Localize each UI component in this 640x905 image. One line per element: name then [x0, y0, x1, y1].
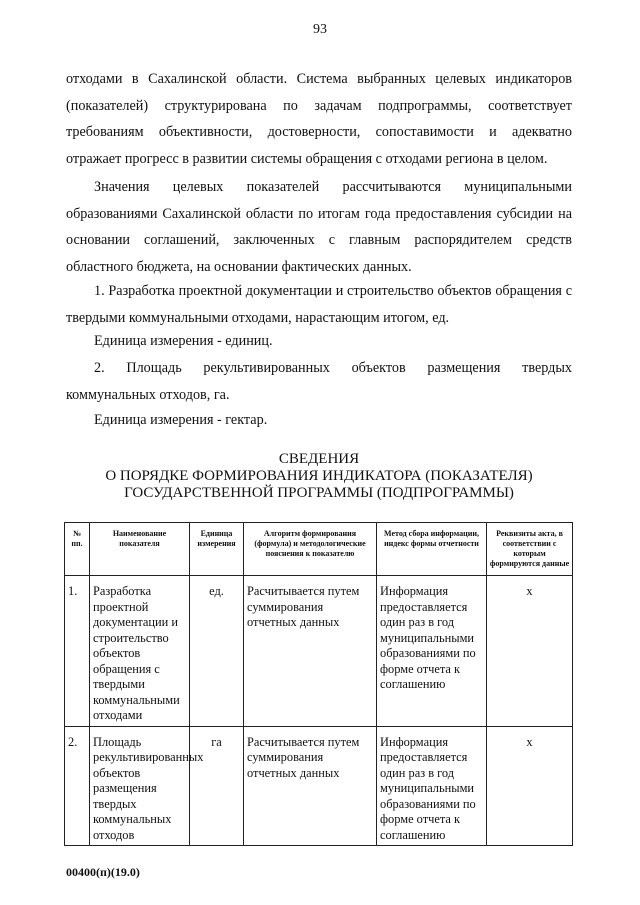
cell-method: Информация предоставляется один раз в год муниципальными образованиями по форме отчета к соглашению [377, 726, 487, 846]
paragraph-indicator-2 [66, 355, 572, 408]
paragraph-indicator-1 [66, 278, 572, 331]
table-header-row [65, 523, 573, 576]
table-row [65, 726, 573, 846]
paragraph-text: отходами в Сахалинской области. Система выбранных целевых индикаторов (показателей) структурирована по задачам подпрограммы, соответствует требованиям объективности, достоверности, сопоставимости и адекватно отражает прогресс в развитии системы обращения с отходами региона в целом. [66, 71, 572, 167]
indicator-info-table [64, 522, 573, 846]
cell-algorithm: Расчитывается путем суммирования отчетных данных [244, 576, 377, 727]
section-title [66, 451, 572, 502]
cell-algorithm: Расчитывается путем суммирования отчетных данных [244, 726, 377, 846]
paragraph-text: Значения целевых показателей рассчитываются муниципальными образованиями Сахалинской области по итогам года предоставления субсидии на основании соглашений, заключенных с главным распорядителем средств областного бюджета, на основании фактических данных. [66, 179, 572, 275]
column-header-number: № пп. [65, 523, 90, 576]
paragraph-text: Единица измерения - гектар. [94, 412, 268, 428]
table-row [65, 576, 573, 727]
cell-name: Площадь рекультивированных объектов размещения твердых коммунальных отходов [90, 726, 190, 846]
column-header-method: Метод сбора информации, индекс формы отчетности [377, 523, 487, 576]
paragraph-indicators-system [66, 66, 572, 172]
cell-act: x [487, 576, 573, 727]
column-header-name: Наименование показателя [90, 523, 190, 576]
paragraph-unit-1 [66, 328, 572, 355]
page-number: 93 [313, 22, 327, 37]
paragraph-text: 1. Разработка проектной документации и строительство объектов обращения с твердыми коммунальными отходами, нарастающим итогом, ед. [66, 283, 572, 326]
footer-document-code: 00400(п)(19.0) [66, 865, 140, 879]
section-title-line: ГОСУДАРСТВЕННОЙ ПРОГРАММЫ (ПОДПРОГРАММЫ) [124, 485, 514, 501]
cell-unit: га [190, 726, 244, 846]
cell-number: 1. [65, 576, 90, 727]
cell-name: Разработка проектной документации и строительство объектов обращения с твердыми коммунальными отходами [90, 576, 190, 727]
cell-unit: ед. [190, 576, 244, 727]
paragraph-text: Единица измерения - единиц. [94, 333, 273, 349]
section-title-line: О ПОРЯДКЕ ФОРМИРОВАНИЯ ИНДИКАТОРА (ПОКАЗАТЕЛЯ) [105, 468, 533, 484]
cell-number: 2. [65, 726, 90, 846]
section-title-line: СВЕДЕНИЯ [278, 451, 360, 467]
paragraph-text: 2. Площадь рекультивированных объектов размещения твердых коммунальных отходов, га. [66, 360, 572, 403]
column-header-algorithm: Алгоритм формирования (формула) и методологические пояснения к показателю [244, 523, 377, 576]
column-header-unit: Единица измерения [190, 523, 244, 576]
cell-method: Информация предоставляется один раз в год муниципальными образованиями по форме отчета к соглашению [377, 576, 487, 727]
cell-act: x [487, 726, 573, 846]
paragraph-target-values [66, 174, 572, 280]
column-header-act: Реквизиты акта, в соответствии с которым формируются данные [487, 523, 573, 576]
paragraph-unit-2 [66, 407, 572, 434]
